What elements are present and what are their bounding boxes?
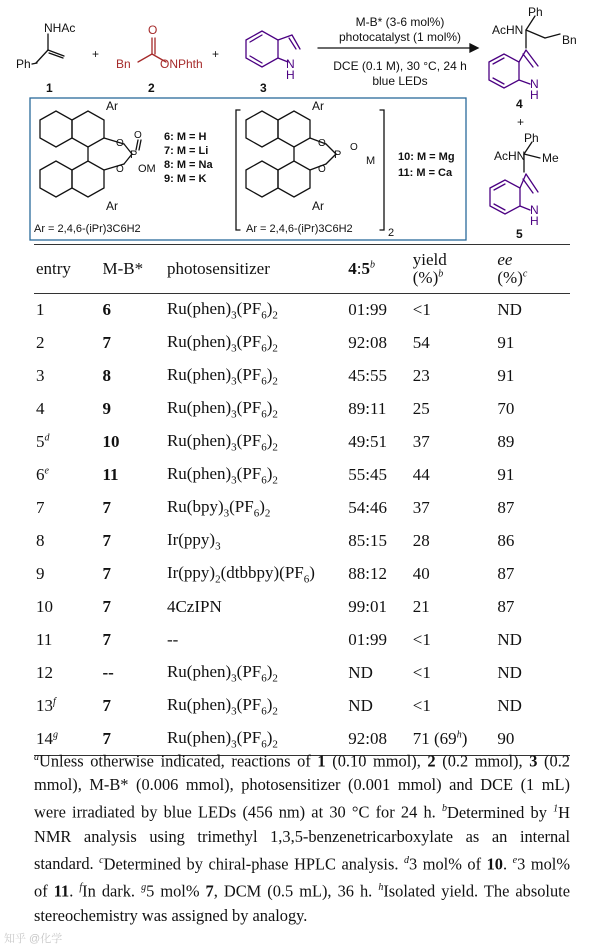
header-photosensitizer: photosensitizer (166, 259, 270, 279)
cell-photosensitizer: $Ru(phen)_3(PF_6)_2$ (166, 661, 278, 685)
carbonyl-o-label: O (148, 23, 158, 37)
cell-photosensitizer: $Ru(phen)_3(PF_6)_2$ (166, 364, 278, 388)
table-row (34, 657, 570, 690)
cell-ee: ND (497, 663, 522, 682)
product-4-achn: AcHN (492, 23, 524, 37)
cell-yield: 40 (412, 564, 430, 583)
compound-1-structure (32, 34, 64, 64)
cell-yield: 28 (412, 531, 430, 550)
cell-yield: 21 (412, 597, 430, 616)
cell-entry: 7 (36, 498, 45, 517)
cell-photosensitizer: $Ru(bpy)_3(PF_6)_2$ (166, 496, 271, 520)
cell-photosensitizer: -- (166, 630, 179, 649)
cell-ee: ND (497, 630, 522, 649)
cell-ratio: 45:55 (348, 366, 388, 385)
cell-mb: 9 (102, 399, 111, 418)
cat1-ar-top: Ar (106, 99, 118, 113)
cell-ee: 87 (497, 597, 515, 616)
table-header-row (34, 245, 570, 294)
plus-sign-2: + (212, 47, 220, 61)
cell-entry: 2 (36, 333, 45, 352)
cell-yield: <1 (412, 696, 431, 715)
cell-ee: 86 (497, 531, 515, 550)
cat2-ar-bottom: Ar (312, 199, 324, 213)
cell-photosensitizer: $Ru(phen)_3(PF_6)_2$ (166, 430, 278, 454)
reaction-scheme (0, 0, 604, 245)
reagent-line-2: photocatalyst (1 mol%) (338, 30, 462, 44)
footnotes: $^a$Unless otherwise indicated, reactions of 1 (0.10 mmol), 2 (0.2 mmol), 3 (0.2 mmol), M-B* (0.006 mmol), photosensitizer (0.001 mmol) and DCE (1 mL) were irradiated by blue LEDs (456 nm) at 30 °C for 24 h. $^b$Determined by $^1$H NMR analysis using trimethyl 1,3,5-benzenetricarboxylate as an internal standard. $^c$Determined by chiral-phase HPLC analysis. $^d$3 mol% of 10. $^e$3 mol% of 11. $^f$In dark. $^g$5 mol% 7, DCM (0.5 mL), 36 h. $^h$Isolated yield. The absolute stereochemistry was assigned by analogy. (34, 751, 571, 925)
cell-entry: 5$^d$ (36, 432, 50, 451)
footnote-f: In dark. (82, 881, 136, 901)
cell-entry: 9 (36, 564, 45, 583)
footnote-h: Isolated yield. The absolute stereochemistry was assigned by analogy. (34, 881, 570, 925)
cell-mb: 6 (102, 300, 111, 320)
product-5-achn: AcHN (494, 149, 526, 163)
header-mb: M-B* (102, 259, 144, 279)
cell-mb: 7 (102, 696, 111, 715)
cat1-o-double: O (134, 130, 142, 141)
cell-ratio: 01:99 (348, 630, 388, 649)
product-4-bn: Bn (562, 33, 577, 47)
cell-ee: 90 (497, 728, 515, 748)
table-row (34, 492, 570, 525)
cell-photosensitizer: $Ru(phen)_3(PF_6)_2$ (166, 299, 278, 322)
cell-ratio: ND (348, 696, 373, 715)
cell-ratio: 01:99 (348, 300, 388, 320)
cell-ee: ND (497, 696, 522, 715)
cat2-m: M (366, 155, 376, 167)
footnote-a: Unless otherwise indicated, reactions of 1 (0.10 mmol), 2 (0.2 mmol), 3 (0.2 mmol), M-B* (0.006 mmol), photosensitizer (0.001 mmol) and DCE (1 mL) were irradiated by blue LEDs (456 nm) at 30 °C for 24 h. (34, 751, 571, 822)
cell-entry: 1 (36, 300, 45, 320)
cat-list-9: 9: M = K (164, 173, 207, 185)
cat2-o-side: O (350, 142, 358, 153)
cell-ratio: 99:01 (348, 597, 388, 616)
cell-entry: 4 (36, 399, 45, 418)
product-4-n: N (530, 77, 539, 91)
cell-entry: 10 (36, 597, 53, 616)
cell-mb: 7 (102, 564, 111, 583)
plus-sign: + (92, 47, 100, 61)
product-5-me: Me (542, 151, 559, 165)
header-entry: entry (36, 259, 71, 279)
cell-ratio: 88:12 (348, 564, 388, 583)
cell-yield: 37 (412, 432, 430, 451)
watermark: 知乎 @化学 (4, 933, 63, 945)
cell-mb: -- (102, 663, 114, 682)
cell-yield: <1 (412, 630, 431, 649)
header-ee: ee (%)$^c$ (497, 250, 528, 287)
product-5-structure (524, 142, 540, 172)
product-4-ph: Ph (528, 5, 543, 19)
cell-yield: <1 (412, 663, 431, 682)
header-ratio: 4:5$^b$ (348, 259, 376, 279)
ph-label: Ph (16, 57, 31, 71)
cat1-o-top: O (116, 138, 124, 149)
results-table (34, 244, 570, 756)
cell-yield: 54 (412, 333, 430, 352)
cell-entry: 14$^g$ (36, 728, 58, 748)
cat-list-7: 7: M = Li (164, 145, 209, 157)
product-5-label: 5 (516, 227, 523, 241)
condition-line-1: DCE (0.1 M), 30 °C, 24 h (333, 59, 467, 73)
cat1-p: P (130, 149, 138, 161)
cat2-ar-top: Ar (312, 99, 324, 113)
cell-ee: 91 (497, 333, 515, 352)
binol-phosphate-structure (40, 111, 141, 197)
onphth-label: ONPhth (160, 57, 203, 71)
compound-2-label: 2 (148, 81, 155, 95)
cell-entry: 3 (36, 366, 45, 385)
cell-ee: 87 (497, 564, 515, 583)
product-4-h: H (530, 88, 539, 102)
footnote-d: 3 mol% of 10. (408, 854, 513, 874)
cell-entry: 6e (36, 465, 49, 484)
cell-mb: 10 (102, 432, 120, 451)
cell-photosensitizer: $Ru(phen)_3(PF_6)_2$ (166, 727, 278, 750)
cell-photosensitizer: $Ir(ppy)_2(dtbbpy)(PF_6)$ (166, 562, 315, 586)
cell-photosensitizer: $Ru(phen)_3(PF_6)_2$ (166, 694, 278, 718)
cell-ee: 91 (497, 465, 515, 484)
footnote-c: Determined by chiral-phase HPLC analysis. (103, 854, 399, 874)
product-5-h: H (530, 214, 539, 228)
table-row (34, 624, 570, 657)
cell-yield: 25 (412, 399, 430, 418)
indole-h-label: H (286, 68, 295, 82)
cell-ratio: 92:08 (348, 333, 388, 352)
header-yield: yield (%)$^b$ (412, 250, 447, 287)
cell-ee: ND (497, 300, 522, 320)
cat2-o-top: O (318, 138, 326, 149)
cat1-ar-bottom: Ar (106, 199, 118, 213)
cell-yield: 37 (412, 498, 430, 517)
cell-yield: <1 (412, 300, 431, 320)
cell-ee: 91 (497, 366, 515, 385)
cell-ee: 87 (497, 498, 515, 517)
table-row (34, 558, 570, 591)
footnote-e: 3 mol% of 11. (34, 854, 570, 901)
table-row (34, 426, 570, 459)
cell-entry: 11 (36, 630, 53, 649)
ar-definition-1: Ar = 2,4,6-(iPr)3C6H2 (34, 223, 141, 235)
cell-photosensitizer: $Ru(phen)_3(PF_6)_2$ (166, 397, 278, 421)
cell-yield: 44 (412, 465, 430, 484)
cell-mb: 7 (102, 728, 111, 748)
table-row (34, 591, 570, 624)
table-body (34, 294, 570, 756)
bn-label: Bn (116, 57, 131, 71)
cat2-subscript-2: 2 (388, 227, 395, 239)
nhac-label: NHAc (44, 21, 76, 35)
compound-3-label: 3 (260, 81, 267, 95)
cat-list-11: 11: M = Ca (398, 167, 453, 179)
cell-ratio: 54:46 (348, 498, 388, 517)
cell-mb: 7 (102, 333, 111, 352)
table-row (34, 294, 570, 327)
cat1-o-bottom: O (116, 164, 124, 175)
cell-entry: 12 (36, 663, 53, 682)
cell-photosensitizer: $Ir(ppy)_3$ (166, 529, 221, 553)
table-row (34, 525, 570, 558)
cell-ratio: ND (348, 663, 373, 682)
cell-mb: 7 (102, 597, 111, 616)
product-4-label: 4 (516, 97, 523, 111)
cell-ee: 89 (497, 432, 515, 451)
cell-mb: 7 (102, 531, 111, 550)
cell-photosensitizer: $Ru(phen)_3(PF_6)_2$ (166, 463, 278, 487)
cat-list-10: 10: M = Mg (398, 151, 455, 163)
table-row (34, 690, 570, 723)
reagent-line-1: M-B* (3-6 mol%) (355, 15, 445, 29)
condition-line-2: blue LEDs (372, 74, 428, 88)
cell-mb: 8 (102, 366, 111, 385)
cell-entry: 8 (36, 531, 45, 550)
cell-ratio: 55:45 (348, 465, 388, 484)
table-row (34, 327, 570, 360)
cell-ratio: 92:08 (348, 728, 388, 748)
cell-entry: 13$^f$ (36, 696, 56, 715)
cell-photosensitizer: $Ru(phen)_3(PF_6)_2$ (166, 331, 278, 355)
ar-definition-2: Ar = 2,4,6-(iPr)3C6H2 (246, 223, 353, 235)
product-5-n: N (530, 203, 539, 217)
footnote-g: 5 mol% 7, DCM (0.5 mL), 36 h. (146, 881, 379, 901)
plus-sign-3: + (517, 115, 525, 129)
cell-ee: 70 (497, 399, 515, 418)
binol-salt-structure (236, 110, 384, 230)
table-row (34, 459, 570, 492)
cell-mb: 11 (102, 465, 119, 484)
cat-list-6: 6: M = H (164, 131, 207, 143)
cell-mb: 7 (102, 630, 111, 649)
cell-yield: 71 (69$^h$) (412, 728, 468, 748)
table-row (34, 393, 570, 426)
product-5-ph: Ph (524, 131, 539, 145)
cat1-om: OM (138, 163, 156, 175)
cell-ratio: 49:51 (348, 432, 388, 451)
cell-ratio: 85:15 (348, 531, 388, 550)
cell-ratio: 89:11 (348, 399, 387, 418)
cell-mb: 7 (102, 498, 111, 517)
cat-list-8: 8: M = Na (164, 159, 213, 171)
compound-1-label: 1 (46, 81, 53, 95)
cell-photosensitizer: 4CzIPN (166, 597, 222, 616)
cat2-p: P (334, 149, 342, 161)
footnote-b: Determined by $^1$H NMR analysis using trimethyl 1,3,5-benzenetricarboxylate as an internal standard. (34, 802, 570, 874)
table-row (34, 360, 570, 393)
indole-n-label: N (286, 57, 295, 71)
cell-yield: 23 (412, 366, 430, 385)
cat2-o-bottom: O (318, 164, 326, 175)
product-4-structure (526, 16, 560, 48)
